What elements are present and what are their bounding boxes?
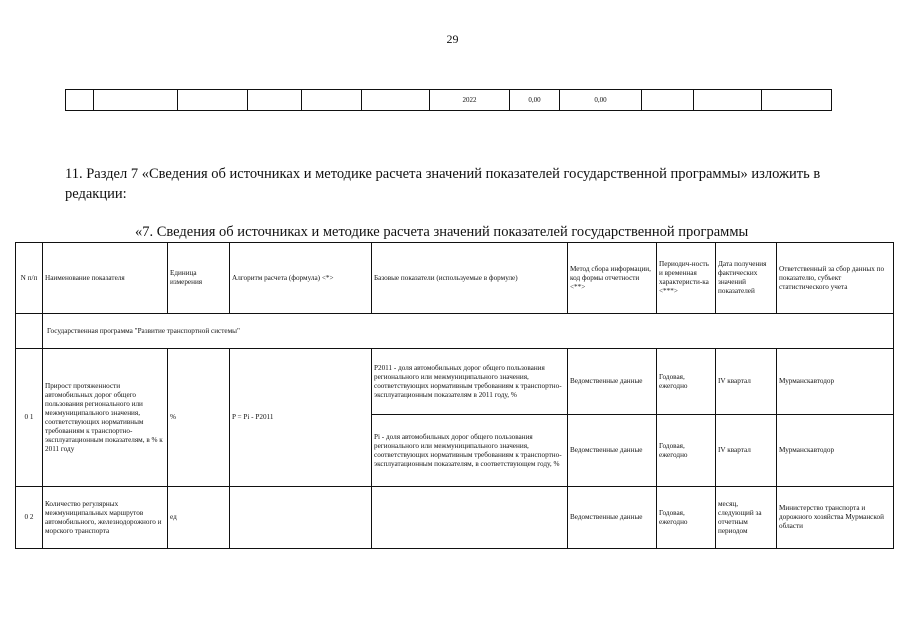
- page-number: 29: [446, 32, 459, 46]
- table-header-row: [16, 243, 894, 314]
- program-row: [16, 314, 894, 349]
- row-responsible: Министерство транспорта и дорожного хозяйства Мурманской области: [777, 487, 894, 549]
- row-period: Годовая, ежегодно: [657, 349, 716, 415]
- table-cell: [694, 90, 762, 111]
- table-cell: [248, 90, 302, 111]
- header-base: Базовые показатели (используемые в формуле): [372, 243, 568, 314]
- row-date: IV квартал: [716, 349, 777, 415]
- amendment-paragraph: 11. Раздел 7 «Сведения об источниках и методике расчета значений показателей государственной программы» изложить в редакции:: [65, 166, 821, 202]
- header-unit: Единица измерения: [168, 243, 230, 314]
- row-responsible: Мурманскавтодор: [777, 349, 894, 415]
- table-cell: [642, 90, 694, 111]
- row-period: Годовая, ежегодно: [657, 415, 716, 487]
- table-cell: [178, 90, 248, 111]
- row-date: месяц, следующий за отчетным периодом: [716, 487, 777, 549]
- program-name: Государственная программа "Развитие транспортной системы": [43, 314, 894, 349]
- row-unit: ед: [168, 487, 230, 549]
- header-name: Наименование показателя: [43, 243, 168, 314]
- table-row: [16, 487, 894, 549]
- table-cell: [362, 90, 430, 111]
- row-responsible: Мурманскавтодор: [777, 415, 894, 487]
- program-num-cell: [16, 314, 43, 349]
- row-base: P2011 - доля автомобильных дорог общего пользования регионального или межмуниципального значения, соответствующих нормативным требованиям к транспортно-эксплуатационным показателям в 2011 году, %: [372, 349, 568, 415]
- row-base: Pi - доля автомобильных дорог общего пользования регионального или межмуниципального значения, соответствующих нормативным требованиям к транспортно-эксплуатационным показателям, в соответствующем году, %: [372, 415, 568, 487]
- header-period: Периодич-ность и временная характеристи-ка <***>: [657, 243, 716, 314]
- table-cell: [762, 90, 832, 111]
- row-name: Прирост протяженности автомобильных дорог общего пользования регионального или межмуниципального значения, соответствующих нормативным требованиям к транспортно-эксплуатационным показателям, в % к 2011 году: [43, 349, 168, 487]
- row-method: Ведомственные данные: [568, 349, 657, 415]
- row-num: 0 2: [16, 487, 43, 549]
- header-method: Метод сбора информации, код формы отчетности <**>: [568, 243, 657, 314]
- header-date: Дата получения фактических значений показателей: [716, 243, 777, 314]
- table-cell: 0,00: [560, 90, 642, 111]
- row-method: Ведомственные данные: [568, 415, 657, 487]
- row-name: Количество регулярных межмуниципальных маршрутов автомобильного, железнодорожного и морского транспорта: [43, 487, 168, 549]
- row-base: [372, 487, 568, 549]
- table-cell: [302, 90, 362, 111]
- table-cell: [66, 90, 94, 111]
- previous-table-fragment: [65, 89, 832, 111]
- table-cell: 0,00: [510, 90, 560, 111]
- header-num: N п/п: [16, 243, 43, 314]
- row-algorithm: P = Pi - P2011: [230, 349, 372, 487]
- row-num: 0 1: [16, 349, 43, 487]
- header-algorithm: Алгоритм расчета (формула) <*>: [230, 243, 372, 314]
- row-method: Ведомственные данные: [568, 487, 657, 549]
- table-row: [66, 90, 832, 111]
- section-title: «7. Сведения об источниках и методике расчета значений показателей государственной программы: [135, 224, 749, 240]
- header-responsible: Ответственный за сбор данных по показателю, субъект статистического учета: [777, 243, 894, 314]
- row-period: Годовая, ежегодно: [657, 487, 716, 549]
- row-algorithm: [230, 487, 372, 549]
- table-cell: 2022: [430, 90, 510, 111]
- indicators-table: [15, 242, 894, 549]
- table-cell: [94, 90, 178, 111]
- row-unit: %: [168, 349, 230, 487]
- table-row: [16, 349, 894, 415]
- row-date: IV квартал: [716, 415, 777, 487]
